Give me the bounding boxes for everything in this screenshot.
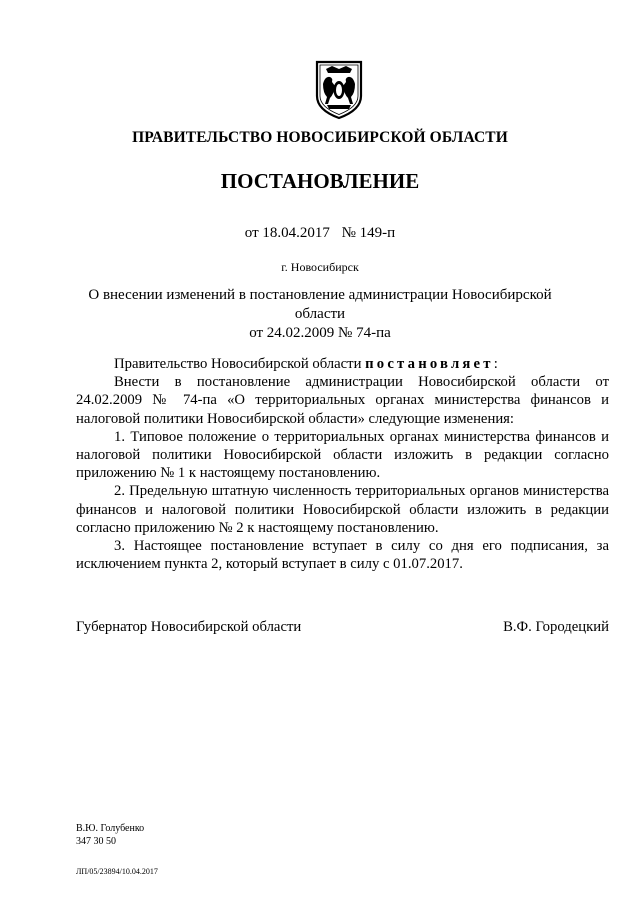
signatory-name: В.Ф. Городецкий — [503, 619, 609, 635]
city-line: г. Новосибирск — [281, 260, 359, 274]
coat-of-arms-icon — [314, 60, 364, 120]
paragraph-item-1: 1. Типовое положение о территориальных органах министерства финансов и налоговой политики Новосибирской области изложить в редакции согласно приложению № 1 к настоящему постановлению. — [76, 428, 609, 482]
organization-title: ПРАВИТЕЛЬСТВО НОВОСИБИРСКОЙ ОБЛАСТИ — [132, 129, 508, 146]
date-number-line — [0, 225, 640, 242]
preamble-verb: постановляет — [365, 356, 494, 372]
executor-name: В.Ю. Голубенко — [76, 823, 145, 834]
paragraph-item-3: 3. Настоящее постановление вступает в силу со дня его подписания, за исключением пункта 2, который вступает в силу с 01.07.2017. — [76, 538, 609, 573]
executor-phone: 347 30 50 — [76, 836, 116, 847]
footer-registration-code: ЛП/05/23894/10.04.2017 — [76, 867, 158, 876]
preamble-paragraph — [76, 355, 609, 373]
paragraph-intro: Внести в постановление администрации Новосибирской области от 24.02.2009 № 74-па «О территориальных органах министерства финансов и налоговой политики Новосибирской области» следующие изменения: — [76, 374, 609, 427]
executor-block — [76, 822, 144, 848]
paragraph-item-2: 2. Предельную штатную численность территориальных органов министерства финансов и налоговой политики Новосибирской области изложить в редакции согласно приложению № 2 к настоящему постановлению. — [76, 483, 609, 536]
document-number: № 149-п — [341, 225, 396, 241]
document-body — [76, 355, 609, 573]
preamble-prefix: Правительство Новосибирской области — [114, 356, 362, 372]
subject-line-1: О внесении изменений в постановление администрации Новосибирской области — [88, 287, 552, 322]
subject-line-2: от 24.02.2009 № 74-па — [249, 325, 391, 341]
document-subject — [80, 286, 560, 343]
document-type-title: ПОСТАНОВЛЕНИЕ — [220, 169, 420, 193]
signatory-position: Губернатор Новосибирской области — [76, 619, 302, 635]
preamble-suffix: : — [493, 356, 498, 372]
document-date: от 18.04.2017 — [244, 225, 330, 241]
